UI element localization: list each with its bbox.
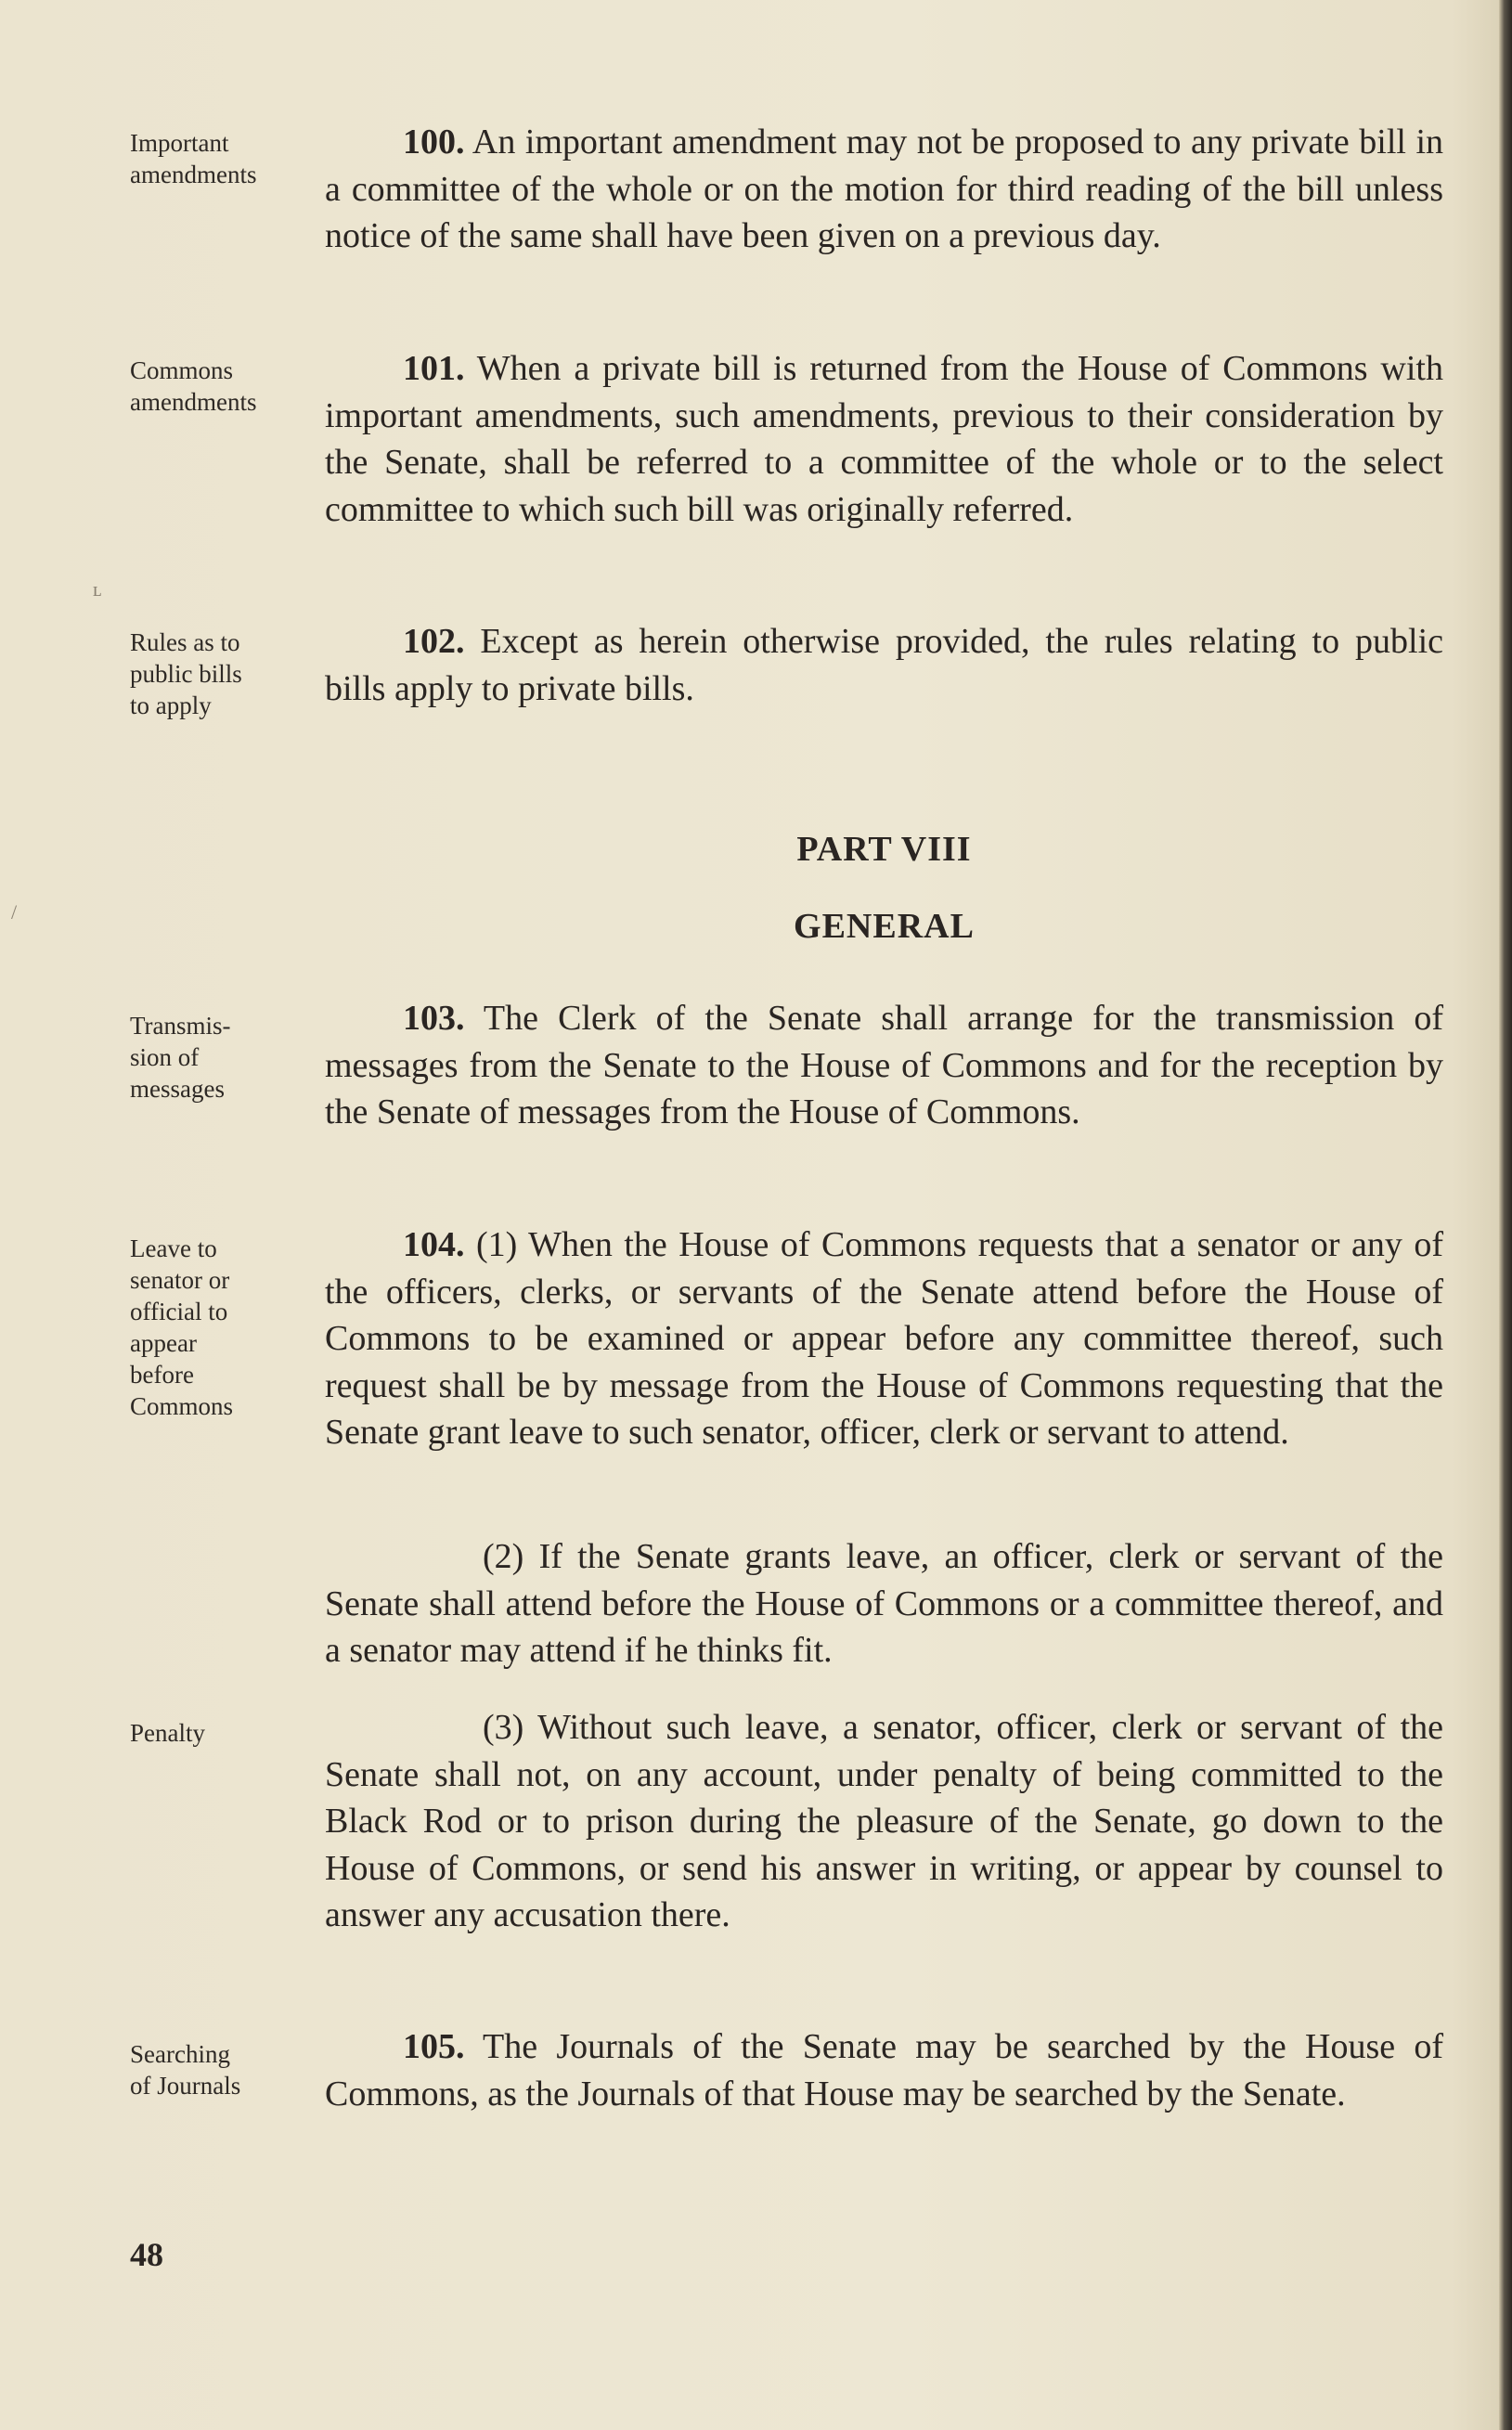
section-104-1	[325, 1221, 1443, 1456]
section-101	[325, 345, 1443, 533]
section-text: The Journals of the Senate may be searched by the House of Commons, as the Journals of that House may be searched by the Senate.	[325, 2027, 1443, 2113]
section-text: (2) If the Senate grants leave, an officer, clerk or servant of the Senate shall attend before the House of Commons or a committee thereof, and a senator may attend if he thinks fit.	[325, 1537, 1443, 1670]
sidenote-leave-to-senator: Leave to senator or official to appear before Commons	[130, 1234, 234, 1420]
section-text: (3) Without such leave, a senator, officer, clerk or servant of the Senate shall not, on any account, under penalty of being committed to the Black Rod or to prison during the pleasure of the Senate, go down to the House of Commons, or send his answer in writing, or appear by counsel to answer any accusation there.	[325, 1708, 1443, 1934]
section-text: The Clerk of the Senate shall arrange for the transmission of messages from the Senate to the House of Commons and for the reception by the Senate of messages from the House of Commons.	[325, 999, 1443, 1131]
section-104-2	[325, 1533, 1443, 1674]
print-speck: /	[11, 900, 18, 924]
section-104-3	[325, 1704, 1443, 1939]
section-text: When a private bill is returned from the House of Commons with important amendments, such amendments, previous to their consideration by the Senate, shall be referred to a committee of the whole or to the select committee to which such bill was originally referred.	[325, 349, 1443, 529]
section-text: (1) When the House of Commons requests that a senator or any of the officers, clerks, or servants of the Senate attend before the House of Commons to be examined or appear before any committee thereof, such request shall be by message from the House of Commons requesting that the Senate grant leave to such senator, officer, clerk or servant to attend.	[325, 1225, 1443, 1452]
section-number: 101.	[403, 349, 465, 388]
sidenote-searching-journals: Searching of Journals	[130, 2040, 241, 2100]
page-number: 48	[130, 2236, 163, 2273]
section-number: 102.	[403, 622, 465, 661]
sidenote-rules-public-bills: Rules as to public bills to apply	[130, 628, 242, 719]
section-number: 105.	[403, 2027, 465, 2066]
section-number: 103.	[403, 999, 465, 1038]
print-speck: ʟ	[93, 577, 102, 601]
section-text: Except as herein otherwise provided, the rules relating to public bills apply to private bills.	[325, 622, 1443, 708]
sidenote-important-amendments: Important amendments	[130, 129, 257, 188]
part-subtitle: GENERAL	[794, 907, 975, 946]
part-title: PART VIII	[796, 830, 972, 869]
sidenote-commons-amendments: Commons amendments	[130, 356, 257, 416]
section-105	[325, 2023, 1443, 2117]
sidenote-penalty: Penalty	[130, 1719, 205, 1747]
section-number: 100.	[403, 123, 465, 162]
section-text: An important amendment may not be proposed to any private bill in a committee of the whole or on the motion for third reading of the bill unless notice of the same shall have been given on a previous day.	[325, 123, 1443, 255]
section-102	[325, 618, 1443, 712]
section-number: 104.	[403, 1225, 465, 1264]
section-103	[325, 995, 1443, 1136]
page-edge	[1499, 0, 1512, 2430]
section-100	[325, 119, 1443, 260]
sidenote-transmission: Transmis- sion of messages	[130, 1012, 231, 1103]
